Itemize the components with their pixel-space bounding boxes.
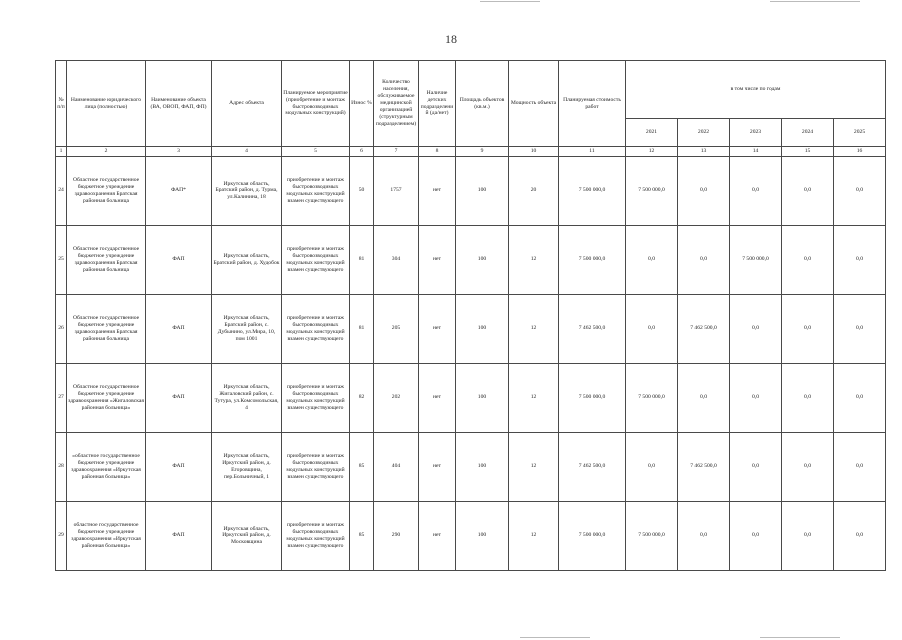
- column-number: 13: [678, 147, 730, 157]
- header-object-type: Наименование объекта (ВА, ОВОП, ФАП, ФП): [146, 61, 212, 147]
- cell-year-2021: 7 500 000,0: [626, 156, 678, 225]
- cell-year-2024: 0,0: [782, 363, 834, 432]
- column-number: 9: [456, 147, 509, 157]
- cell-organization: Областное государственное бюджетное учреждение здравоохранения Братская районная больница: [67, 156, 146, 225]
- header-index: № п/п: [56, 61, 67, 147]
- cell-area: 100: [456, 432, 509, 501]
- header-planned-event: Планируемое мероприятие (приобретение и монтаж быстровозводимых модульных конструкций): [282, 61, 350, 147]
- cell-wear: 81: [350, 294, 374, 363]
- column-number: 8: [419, 147, 456, 157]
- cell-object-type: ФАП*: [146, 156, 212, 225]
- cell-year-2022: 0,0: [678, 156, 730, 225]
- cell-organization: Областное государственное бюджетное учреждение здравоохранения Братская районная больница: [67, 225, 146, 294]
- cell-year-2022: 0,0: [678, 363, 730, 432]
- scan-edge-line: [480, 1, 540, 2]
- header-area: Площадь объектов (кв.м.): [456, 61, 509, 147]
- cell-year-2023: 0,0: [730, 294, 782, 363]
- cell-population: 202: [374, 363, 419, 432]
- cell-year-2023: 7 500 000,0: [730, 225, 782, 294]
- cell-capacity: 12: [509, 363, 559, 432]
- column-number: 3: [146, 147, 212, 157]
- cell-address: Иркутская область, Иркутский район, д. Егоровщина, пер.Больничный, 1: [212, 432, 282, 501]
- scan-edge-line: [770, 1, 860, 2]
- cell-year-2023: 0,0: [730, 363, 782, 432]
- cell-object-type: ФАП: [146, 225, 212, 294]
- column-number: 15: [782, 147, 834, 157]
- header-row: [56, 61, 886, 119]
- cell-children-units: нет: [419, 501, 456, 570]
- cell-year-2025: 0,0: [834, 501, 886, 570]
- cell-organization: Областное государственное бюджетное учреждение здравоохранения Братская районная больница: [67, 294, 146, 363]
- cell-object-type: ФАП: [146, 294, 212, 363]
- header-capacity: Мощность объекта: [509, 61, 559, 147]
- cell-planned-event: приобретение и монтаж быстровозводимых модульных конструкций взамен существующего: [282, 294, 350, 363]
- column-number: 6: [350, 147, 374, 157]
- cell-planned-cost: 7 500 000,0: [559, 156, 626, 225]
- cell-year-2025: 0,0: [834, 294, 886, 363]
- cell-index: 24: [56, 156, 67, 225]
- cell-year-2021: 7 500 000,0: [626, 363, 678, 432]
- cell-population: 304: [374, 225, 419, 294]
- cell-index: 28: [56, 432, 67, 501]
- cell-population: 404: [374, 432, 419, 501]
- cell-children-units: нет: [419, 294, 456, 363]
- column-number: 12: [626, 147, 678, 157]
- cell-year-2024: 0,0: [782, 225, 834, 294]
- cell-children-units: нет: [419, 363, 456, 432]
- column-number: 7: [374, 147, 419, 157]
- cell-year-2022: 0,0: [678, 501, 730, 570]
- header-year: 2025: [834, 119, 886, 147]
- cell-planned-event: приобретение и монтаж быстровозводимых модульных конструкций взамен существующего: [282, 501, 350, 570]
- header-organization: Наименование юридического лица (полностью): [67, 61, 146, 147]
- header-population: Количество населения, обслуживаемое медицинской организацией (структурным подразделением): [374, 61, 419, 147]
- cell-year-2024: 0,0: [782, 156, 834, 225]
- cell-children-units: нет: [419, 225, 456, 294]
- cell-organization: Областное государственное бюджетное учреждение здравоохранения «Жигаловская районная больница»: [67, 363, 146, 432]
- cell-year-2021: 0,0: [626, 432, 678, 501]
- cell-year-2023: 0,0: [730, 156, 782, 225]
- cell-object-type: ФАП: [146, 432, 212, 501]
- cell-planned-event: приобретение и монтаж быстровозводимых модульных конструкций взамен существующего: [282, 156, 350, 225]
- cell-address: Иркутская область, Братский район, д. Турма, ул.Калинина, 18: [212, 156, 282, 225]
- column-number: 1: [56, 147, 67, 157]
- page-number: 18: [445, 32, 457, 46]
- cell-year-2025: 0,0: [834, 432, 886, 501]
- cell-year-2025: 0,0: [834, 156, 886, 225]
- header-planned-cost: Планируемая стоимость работ: [559, 61, 626, 147]
- cell-planned-cost: 7 500 000,0: [559, 363, 626, 432]
- column-number: 11: [559, 147, 626, 157]
- cell-planned-cost: 7 462 500,0: [559, 294, 626, 363]
- cell-wear: 85: [350, 501, 374, 570]
- cell-area: 100: [456, 501, 509, 570]
- cell-index: 25: [56, 225, 67, 294]
- column-number: 14: [730, 147, 782, 157]
- cell-year-2025: 0,0: [834, 363, 886, 432]
- cell-area: 100: [456, 294, 509, 363]
- cell-address: Иркутская область, Иркутский район, д. Московщина: [212, 501, 282, 570]
- cell-year-2021: 0,0: [626, 225, 678, 294]
- cell-year-2022: 0,0: [678, 225, 730, 294]
- cell-wear: 81: [350, 225, 374, 294]
- table-row: [56, 501, 886, 570]
- cell-planned-cost: 7 500 000,0: [559, 225, 626, 294]
- table-row: [56, 432, 886, 501]
- cell-index: 26: [56, 294, 67, 363]
- header-year: 2023: [730, 119, 782, 147]
- cell-population: 1757: [374, 156, 419, 225]
- cell-capacity: 20: [509, 156, 559, 225]
- cell-year-2021: 0,0: [626, 294, 678, 363]
- cell-index: 27: [56, 363, 67, 432]
- cell-planned-event: приобретение и монтаж быстровозводимых модульных конструкций взамен существующего: [282, 363, 350, 432]
- table-row: [56, 363, 886, 432]
- cell-address: Иркутская область, Жигаловский район, с. Тутура, ул.Комсомольская, 4: [212, 363, 282, 432]
- cell-capacity: 12: [509, 294, 559, 363]
- header-year: 2022: [678, 119, 730, 147]
- cell-year-2021: 7 500 000,0: [626, 501, 678, 570]
- column-numbers-row: [56, 147, 886, 157]
- cell-area: 100: [456, 363, 509, 432]
- cell-wear: 50: [350, 156, 374, 225]
- column-number: 2: [67, 147, 146, 157]
- column-number: 10: [509, 147, 559, 157]
- cell-population: 205: [374, 294, 419, 363]
- cell-wear: 85: [350, 432, 374, 501]
- cell-area: 100: [456, 156, 509, 225]
- cell-year-2024: 0,0: [782, 501, 834, 570]
- cell-capacity: 12: [509, 225, 559, 294]
- cell-year-2024: 0,0: [782, 294, 834, 363]
- cell-year-2022: 7 462 500,0: [678, 432, 730, 501]
- column-number: 4: [212, 147, 282, 157]
- cell-area: 100: [456, 225, 509, 294]
- header-year: 2024: [782, 119, 834, 147]
- cell-year-2023: 0,0: [730, 501, 782, 570]
- cell-year-2022: 7 462 500,0: [678, 294, 730, 363]
- facilities-table: [55, 60, 886, 571]
- cell-organization: областное государственное бюджетное учреждение здравоохранения «Иркутская районная больница»: [67, 501, 146, 570]
- table-row: [56, 294, 886, 363]
- cell-year-2025: 0,0: [834, 225, 886, 294]
- cell-index: 29: [56, 501, 67, 570]
- scan-edge-line: [760, 637, 840, 638]
- cell-children-units: нет: [419, 156, 456, 225]
- header-wear: Износ %: [350, 61, 374, 147]
- cell-object-type: ФАП: [146, 363, 212, 432]
- cell-address: Иркутская область, Братский район, д. Худобок: [212, 225, 282, 294]
- cell-organization: «областное государственное бюджетное учреждение здравоохранения «Иркутская районная больница»: [67, 432, 146, 501]
- header-children-units: Наличие детских подразделений (да/нет): [419, 61, 456, 147]
- cell-address: Иркутская область, Братский район, с. Дубынино, ул.Мира, 10, пом 1001: [212, 294, 282, 363]
- scan-edge-line: [520, 637, 590, 638]
- header-year: 2021: [626, 119, 678, 147]
- cell-children-units: нет: [419, 432, 456, 501]
- cell-capacity: 12: [509, 501, 559, 570]
- table-row: [56, 156, 886, 225]
- cell-planned-event: приобретение и монтаж быстровозводимых модульных конструкций взамен существующего: [282, 225, 350, 294]
- cell-year-2023: 0,0: [730, 432, 782, 501]
- cell-capacity: 12: [509, 432, 559, 501]
- header-years-group: в том числе по годам: [626, 61, 886, 119]
- table-row: [56, 225, 886, 294]
- column-number: 16: [834, 147, 886, 157]
- cell-object-type: ФАП: [146, 501, 212, 570]
- cell-planned-cost: 7 500 000,0: [559, 501, 626, 570]
- cell-year-2024: 0,0: [782, 432, 834, 501]
- cell-population: 290: [374, 501, 419, 570]
- cell-planned-event: приобретение и монтаж быстровозводимых модульных конструкций взамен существующего: [282, 432, 350, 501]
- cell-wear: 82: [350, 363, 374, 432]
- cell-planned-cost: 7 462 500,0: [559, 432, 626, 501]
- column-number: 5: [282, 147, 350, 157]
- header-address: Адрес объекта: [212, 61, 282, 147]
